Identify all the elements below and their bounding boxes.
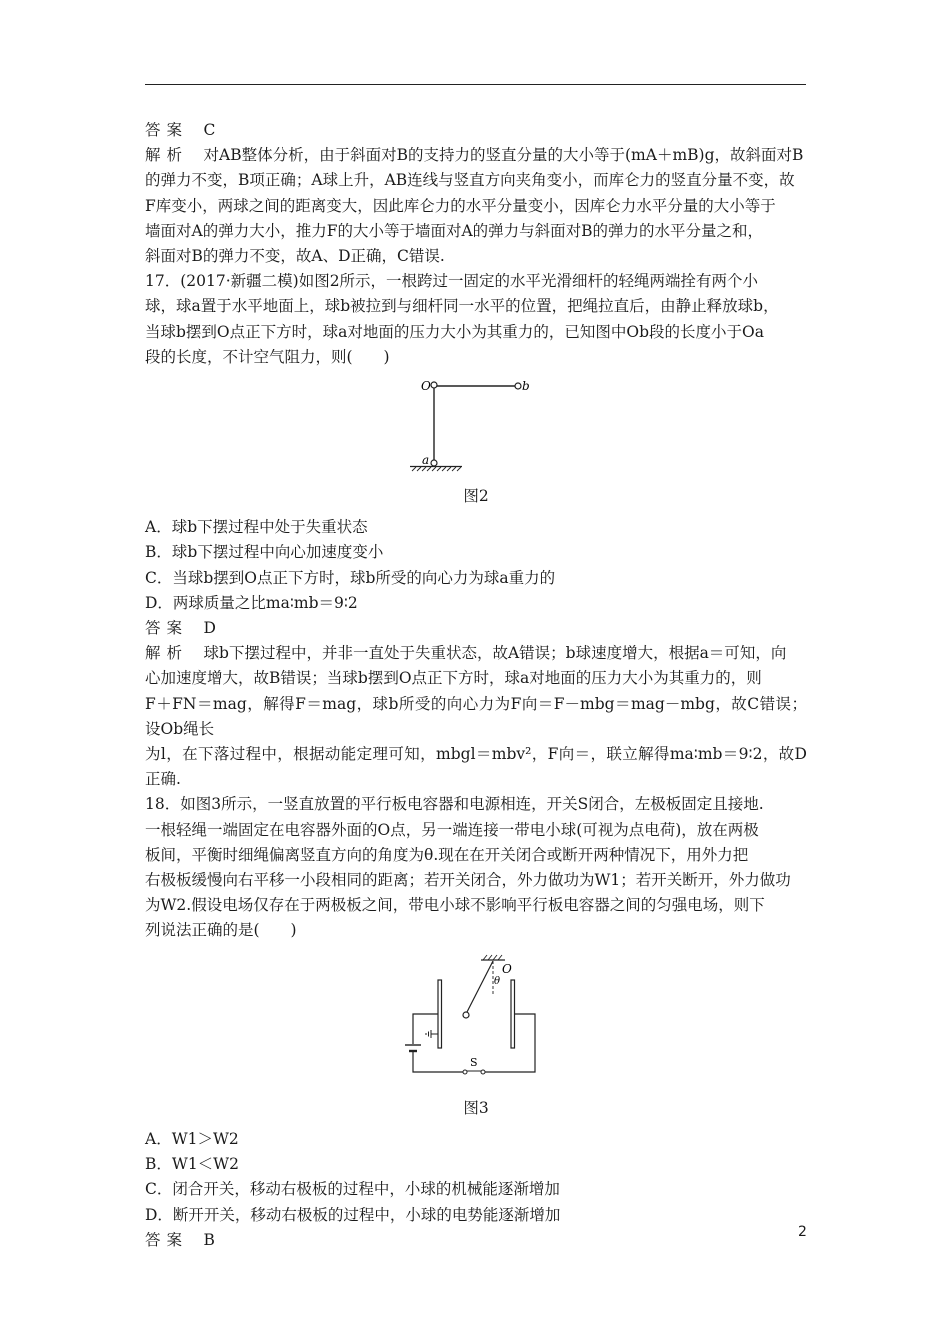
q18-option-a: A．W1＞W2 [145, 1129, 239, 1148]
q16-analysis-line-5: 斜面对B的弹力不变，故A、D正确，C错误. [145, 247, 445, 266]
figure-3-label-S: S [470, 1055, 478, 1069]
figure-3-caption: 图3 [463, 1098, 489, 1117]
q18-stem-line-5: 为W2.假设电场仅存在于两极板之间，带电小球不影响平行板电容器之间的匀强电场，则下 [145, 896, 765, 915]
figure-3-wire-right [485, 1014, 535, 1072]
q17-analysis-line-4: 为l，在下落过程中，根据动能定理可知，mbgl＝mbv²，F向＝，联立解得ma∶mb＝9∶2，故D正确. [145, 745, 807, 789]
q16-answer: 答案 C [145, 121, 216, 139]
figure-2-label-a: a [422, 453, 430, 468]
q17-answer: 答案 D [145, 619, 216, 638]
page-number: 2 [798, 1224, 807, 1240]
q18-option-c: C．闭合开关，移动右极板的过程中，小球的机械能逐渐增加 [145, 1180, 560, 1199]
q17-stem-line-1: 17．(2017·新疆二模)如图2所示，一根跨过一固定的水平光滑细杆的轻绳两端拴有两个小 [145, 272, 759, 291]
q18-stem-line-1: 18．如图3所示，一竖直放置的平行板电容器和电源相连，开关S闭合，左极板固定且接地. [145, 795, 764, 814]
q17-stem-line-3: 当球b摆到O点正下方时，球a对地面的压力大小为其重力的，已知图中Ob段的长度小于Oa [145, 322, 764, 341]
figure-3-charged-ball [463, 1012, 469, 1018]
figure-3-label-theta: θ [494, 975, 501, 987]
q18-stem-line-6: 列说法正确的是( ) [145, 921, 297, 940]
q18-option-b: B．W1＜W2 [145, 1155, 239, 1174]
figure-3-wire-left-top [413, 1014, 438, 1044]
figure-2-label-O: O [421, 379, 431, 394]
q18-stem-line-2: 一根轻绳一端固定在电容器外面的O点，另一端连接一带电小球(可视为点电荷)，放在两极 [145, 820, 759, 839]
q17-option-b: B．球b下摆过程中向心加速度变小 [145, 543, 384, 562]
q17-option-c: C．当球b摆到O点正下方时，球b所受的向心力为球a重力的 [145, 568, 556, 587]
figure-3-left-plate [438, 980, 442, 1048]
q16-analysis-line-1: 解析 对AB整体分析，由于斜面对B的支持力的竖直分量的大小等于(mA＋mB)g，故斜面对B [145, 146, 804, 165]
figure-3-switch-contact-right [481, 1070, 485, 1074]
figure-2-pendulum [396, 374, 556, 482]
q16-analysis-line-4: 墙面对A的弹力大小，推力F的大小等于墙面对A的弹力与斜面对B的弹力的水平分量之和， [145, 221, 764, 240]
q18-stem-line-4: 右极板缓慢向右平移一小段相同的距离；若开关闭合，外力做功为W1；若开关断开，外力做功 [145, 871, 791, 890]
figure-3-string [467, 961, 493, 1012]
figure-2-label-b: b [522, 379, 530, 394]
figure-3-switch-contact-left [463, 1070, 467, 1074]
q17-option-d: D．两球质量之比ma∶mb＝9∶2 [145, 593, 358, 612]
figure-3-capacitor [401, 952, 551, 1094]
figure-2-caption: 图2 [463, 487, 489, 506]
q17-stem-line-2: 球，球a置于水平地面上，球b被拉到与细杆同一水平的位置，把绳拉直后，由静止释放球b， [145, 297, 779, 316]
q16-analysis-line-2: 的弹力不变，B项正确；A球上升，AB连线与竖直方向夹角变小，而库仑力的竖直分量不变，故 [145, 171, 795, 190]
figure-2-ball-b [515, 383, 521, 389]
figure-2-ground-hatch [412, 467, 461, 471]
q18-stem-line-3: 板间，平衡时细绳偏离竖直方向的角度为θ.现在在开关闭合或断开两种情况下，用外力把 [145, 845, 749, 864]
figure-3-label-O: O [502, 961, 512, 976]
figure-3-wire-left-bottom [413, 1052, 463, 1072]
page-content [145, 118, 807, 1253]
header-rule [145, 84, 806, 85]
figure-3-ceiling-hatch [483, 955, 502, 960]
figure-3-right-plate [511, 980, 515, 1048]
q17-option-a: A．球b下摆过程中处于失重状态 [145, 518, 368, 537]
q18-answer: 答案 B [145, 1230, 215, 1249]
q17-stem-line-4: 段的长度，不计空气阻力，则( ) [145, 347, 390, 366]
q17-analysis-line-2: 心加速度增大，故B错误；当球b摆到O点正下方时，球a对地面的压力大小为其重力的，则 [145, 669, 762, 688]
q16-analysis-line-3: F库变小，两球之间的距离变大，因此库仑力的水平分量变小，因库仑力水平分量的大小等于 [145, 196, 776, 215]
q17-analysis-line-1: 解析 球b下摆过程中，并非一直处于失重状态，故A错误；b球速度增大，根据a＝可知，向 [145, 644, 787, 663]
figure-3-ground-icon [426, 1030, 431, 1038]
q17-analysis-line-3: F＋FN＝mag，解得F＝mag，球b所受的向心力为F向＝F－mbg＝mag－mbg，故C错误；设Ob绳长 [145, 694, 807, 738]
figure-2-pivot [431, 382, 437, 388]
q18-option-d: D．断开开关，移动右极板的过程中，小球的电势能逐渐增加 [145, 1205, 561, 1224]
figure-2-ball-a [431, 460, 437, 466]
